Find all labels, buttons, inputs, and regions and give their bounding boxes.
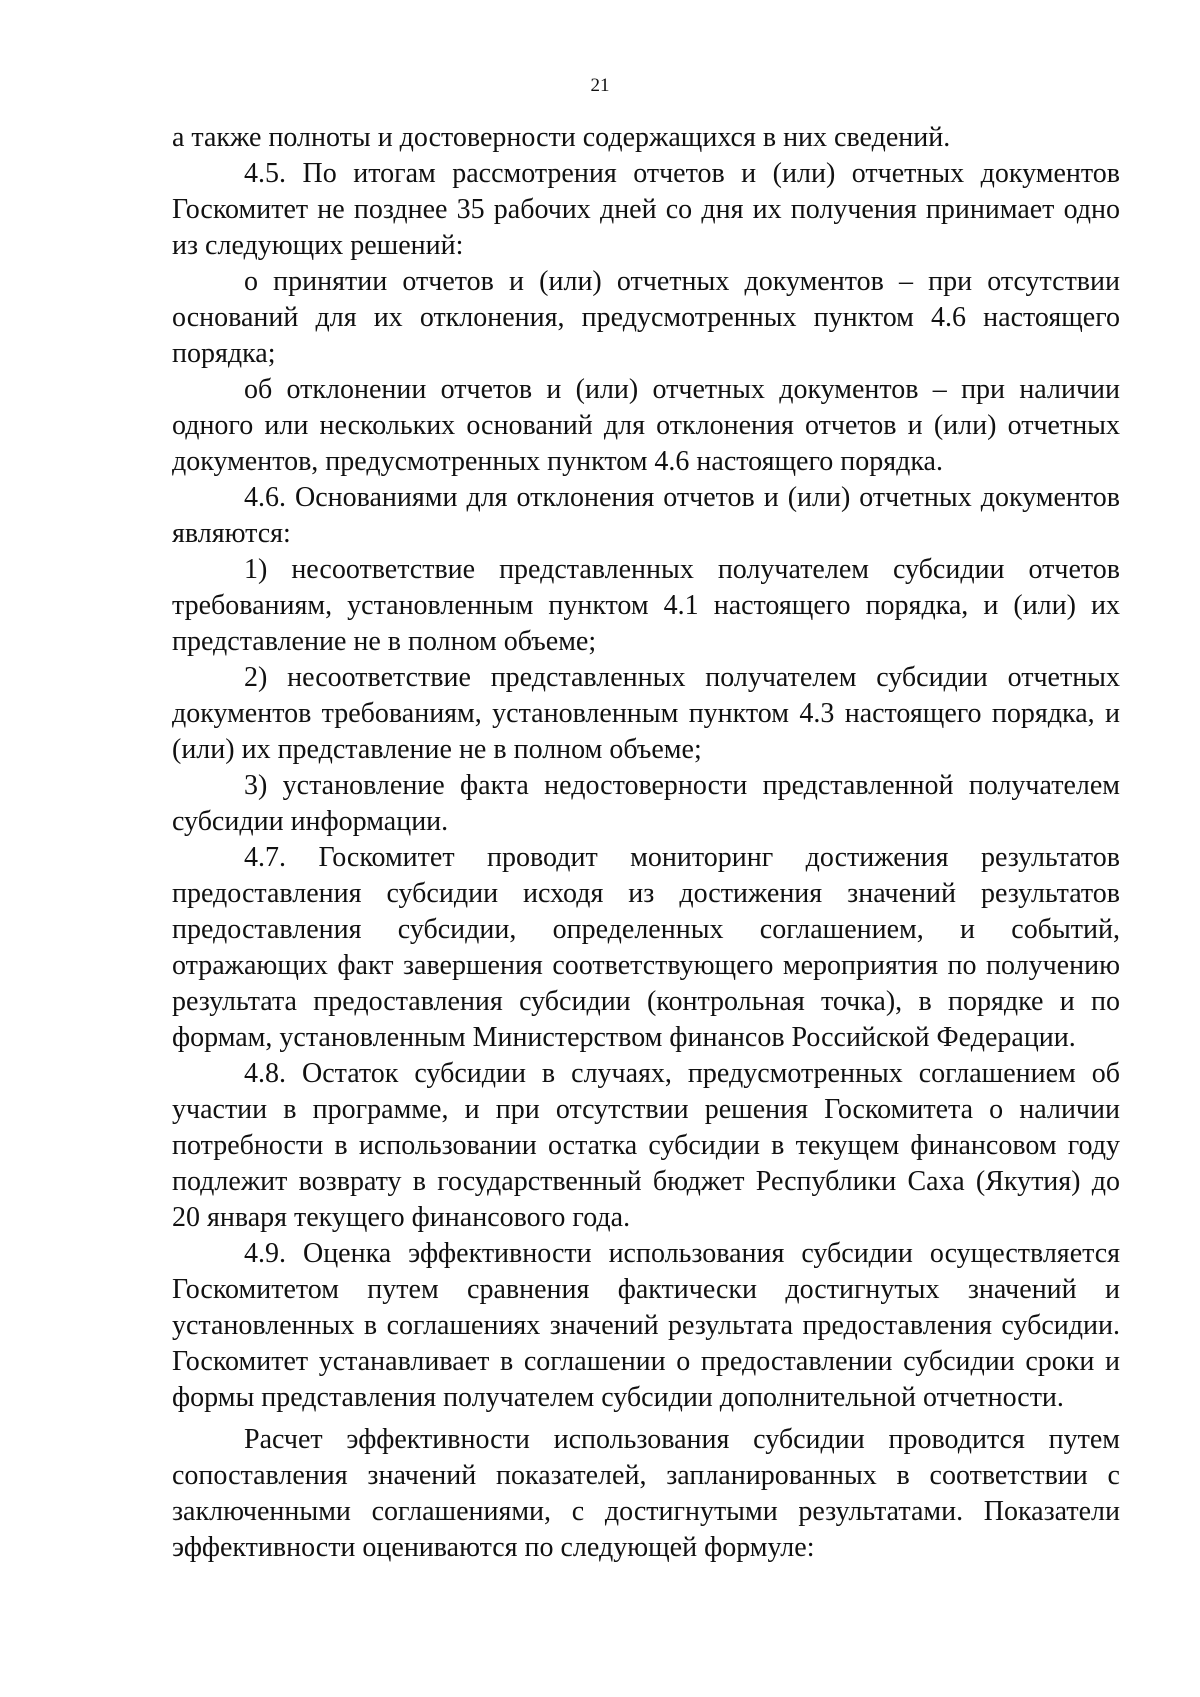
page-number: 21 bbox=[590, 75, 610, 96]
paragraph-reason-3: 3) установление факта недостоверности представленной получателем субсидии информации. bbox=[172, 770, 1120, 837]
paragraph-reason-2: 2) несоответствие представленных получателем субсидии отчетных документов требованиям, установленным пунктом 4.3 настоящего порядка, и (или) их представление не в полном объеме; bbox=[172, 662, 1120, 765]
paragraph-4-7: 4.7. Госкомитет проводит мониторинг достижения результатов предоставления субсидии исходя из достижения значений результатов предоставления субсидии, определенных соглашением, и событий, отражающих факт завершения соответствующего мероприятия по получению результата предоставления субсидии (контрольная точка), в порядке и по формам, установленным Министерством финансов Российской Федерации. bbox=[172, 842, 1120, 1053]
paragraph-4-9: 4.9. Оценка эффективности использования субсидии осуществляется Госкомитетом путем сравнения фактически достигнутых значений и установленных в соглашениях значений результата предоставления субсидии. Госкомитет устанавливает в соглашении о предоставлении субсидии сроки и формы представления получателем субсидии дополнительной отчетности. bbox=[172, 1238, 1120, 1413]
paragraph-efficiency-calculation: Расчет эффективности использования субсидии проводится путем сопоставления значений показателей, запланированных в соответствии с заключенными соглашениями, с достигнутыми результатами. Показатели эффективности оцениваются по следующей формуле: bbox=[172, 1424, 1120, 1563]
paragraph-4-5: 4.5. По итогам рассмотрения отчетов и (или) отчетных документов Госкомитет не позднее 35 рабочих дней со дня их получения принимает одно из следующих решений: bbox=[172, 158, 1120, 261]
paragraph-decision-reject: об отклонении отчетов и (или) отчетных документов – при наличии одного или нескольких оснований для отклонения отчетов и (или) отчетных документов, предусмотренных пунктом 4.6 настоящего порядка. bbox=[172, 374, 1120, 477]
paragraph-decision-accept: о принятии отчетов и (или) отчетных документов – при отсутствии оснований для их отклонения, предусмотренных пунктом 4.6 настоящего порядка; bbox=[172, 266, 1120, 369]
paragraph-continuation: а также полноты и достоверности содержащихся в них сведений. bbox=[172, 122, 951, 153]
paragraph-4-6: 4.6. Основаниями для отклонения отчетов и (или) отчетных документов являются: bbox=[172, 482, 1120, 549]
document-body bbox=[172, 120, 1120, 1566]
paragraph-reason-1: 1) несоответствие представленных получателем субсидии отчетов требованиям, установленным пунктом 4.1 настоящего порядка, и (или) их представление не в полном объеме; bbox=[172, 554, 1120, 657]
paragraph-4-8: 4.8. Остаток субсидии в случаях, предусмотренных соглашением об участии в программе, и при отсутствии решения Госкомитета о наличии потребности в использовании остатка субсидии в текущем финансовом году подлежит возврату в государственный бюджет Республики Саха (Якутия) до 20 января текущего финансового года. bbox=[172, 1058, 1120, 1233]
